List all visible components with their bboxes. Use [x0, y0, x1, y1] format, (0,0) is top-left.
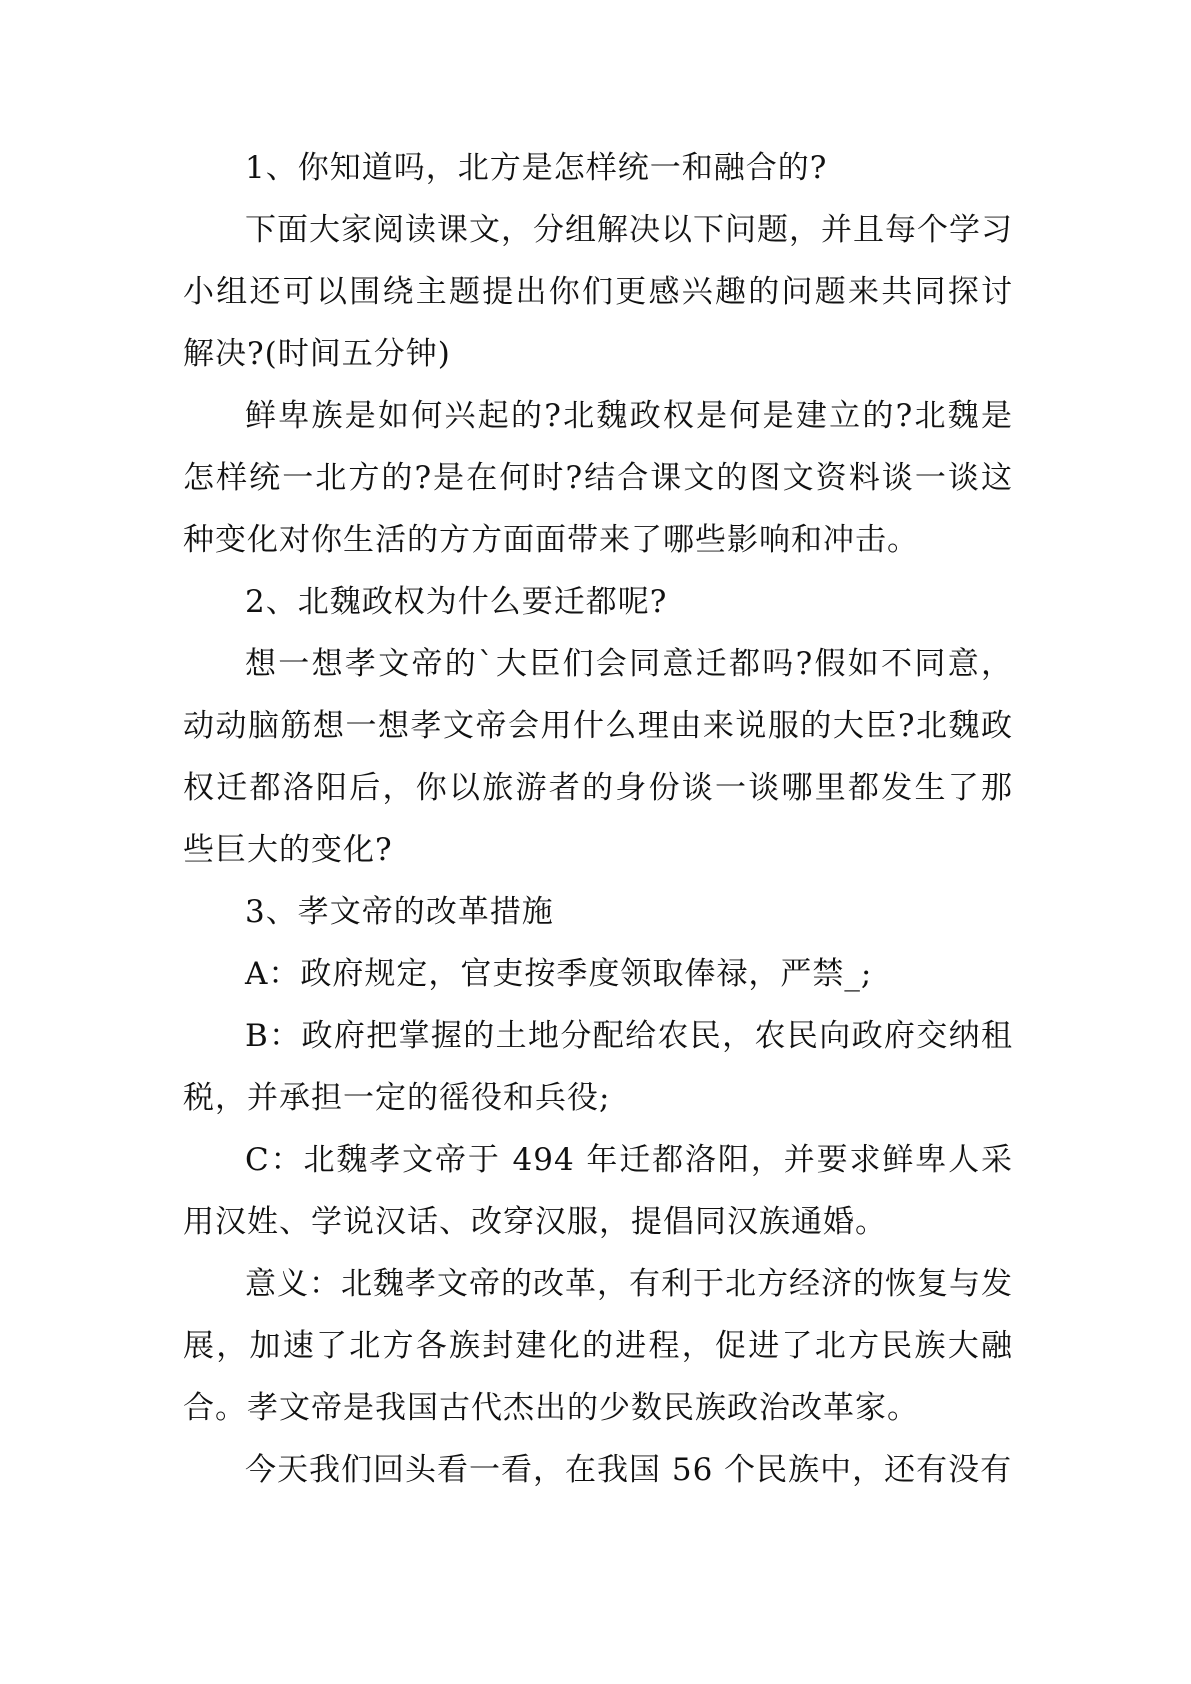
- closing-paragraph: 今天我们回头看一看，在我国 56 个民族中，还有没有: [245, 1452, 1013, 1488]
- question-3-heading: 3、孝文帝的改革措施: [245, 894, 554, 930]
- significance-paragraph: 意义：北魏孝文帝的改革，有利于北方经济的恢复与发展，加速了北方各族封建化的进程，促进了北方民族大融合。孝文帝是我国古代杰出的少数民族政治改革家。: [183, 1266, 1013, 1426]
- reading-instruction-paragraph: 下面大家阅读课文，分组解决以下问题，并且每个学习小组还可以围绕主题提出你们更感兴趣的问题来共同探讨解决?(时间五分钟): [183, 212, 1013, 372]
- reform-item-a: A：政府规定，官吏按季度领取俸禄，严禁_;: [245, 956, 873, 992]
- question-1-heading: 1、你知道吗，北方是怎样统一和融合的?: [245, 150, 828, 186]
- document-page: [183, 137, 1013, 1501]
- relocation-discussion-paragraph: 想一想孝文帝的`大臣们会同意迁都吗?假如不同意，动动脑筋想一想孝文帝会用什么理由来说服的大臣?北魏政权迁都洛阳后，你以旅游者的身份谈一谈哪里都发生了那些巨大的变化?: [183, 646, 1013, 868]
- reform-item-c: C：北魏孝文帝于 494 年迁都洛阳，并要求鲜卑人采用汉姓、学说汉话、改穿汉服，提倡同汉族通婚。: [183, 1142, 1013, 1240]
- xianbei-questions-paragraph: 鲜卑族是如何兴起的?北魏政权是何是建立的?北魏是怎样统一北方的?是在何时?结合课文的图文资料谈一谈这种变化对你生活的方方面面带来了哪些影响和冲击。: [183, 398, 1013, 558]
- reform-item-b: B：政府把掌握的土地分配给农民，农民向政府交纳租税，并承担一定的徭役和兵役;: [183, 1018, 1013, 1116]
- question-2-heading: 2、北魏政权为什么要迁都呢?: [245, 584, 668, 620]
